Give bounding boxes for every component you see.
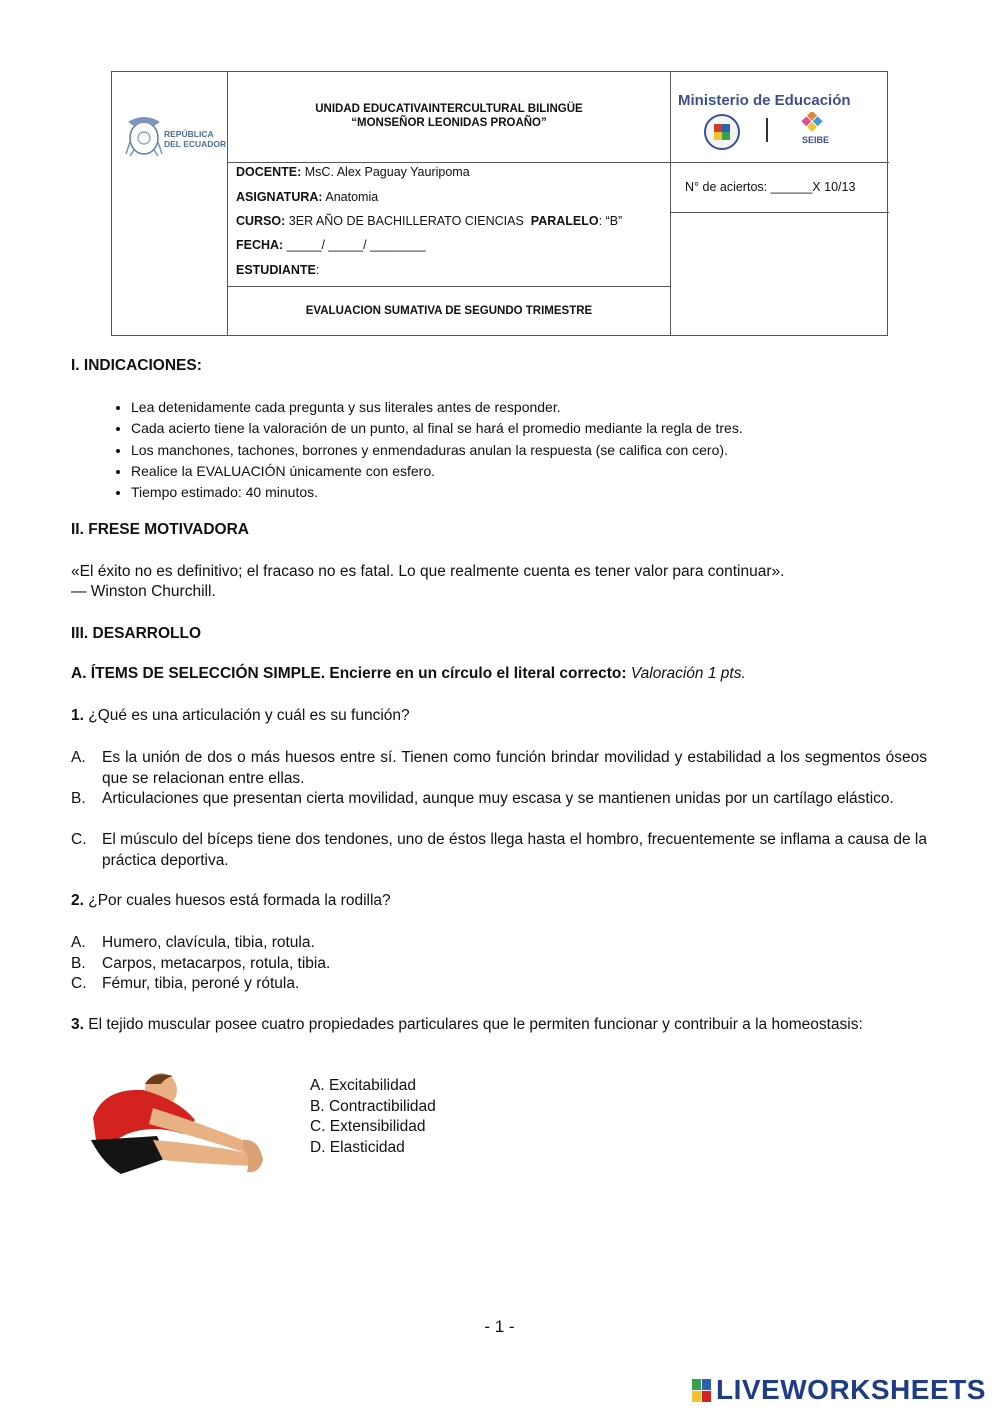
option-letter: A. xyxy=(71,749,86,766)
option-text: Fémur, tibia, peroné y rótula. xyxy=(102,975,300,992)
frase-quote: «El éxito no es definitivo; el fracaso no es fatal. Lo que realmente cuenta es tener valor para continuar». xyxy=(71,563,785,580)
option-text: El músculo del bíceps tiene dos tendones, uno de éstos llega hasta el hombro, frecuentemente se inflama a causa de la práctica deportiva. xyxy=(102,831,927,869)
asignatura-line xyxy=(236,190,378,204)
republic-line2: DEL ECUADOR xyxy=(164,139,227,149)
estudiante-label: ESTUDIANTE xyxy=(236,263,316,277)
option-text: Articulaciones que presentan cierta movilidad, aunque muy escasa y se mantienen unidas por un cartílago elástico. xyxy=(102,790,894,807)
asignatura-label: ASIGNATURA: xyxy=(236,190,323,204)
question-text: El tejido muscular posee cuatro propiedades particulares que le permiten funcionar y contribuir a la homeostasis: xyxy=(88,1016,863,1033)
q2-option-a[interactable] xyxy=(71,933,927,954)
curso-value: 3ER AÑO DE BACHILLERATO CIENCIAS xyxy=(288,214,524,228)
q1-option-c[interactable] xyxy=(71,830,927,871)
list-item: • Lea detenidamente cada pregunta y sus literales antes de responder. xyxy=(131,397,743,418)
curso-label: CURSO: xyxy=(236,214,286,228)
republic-line1: REPÚBLICA xyxy=(164,129,214,139)
indicaciones-title: I. INDICACIONES: xyxy=(71,357,202,374)
school-name xyxy=(228,102,670,130)
paralelo-label: PARALELO xyxy=(530,214,599,228)
paralelo-value: : “B” xyxy=(598,214,623,228)
eval-title: EVALUACION SUMATIVA DE SEGUNDO TRIMESTRE xyxy=(305,305,593,317)
list-item: • Tiempo estimado: 40 minutos. xyxy=(131,482,743,503)
aciertos-field: N° de aciertos: ______X 10/13 xyxy=(685,180,856,194)
q2-option-b[interactable] xyxy=(71,954,927,975)
estudiante-field[interactable]: : xyxy=(315,263,320,277)
q1-option-a[interactable] xyxy=(71,748,927,789)
docente-value: MsC. Alex Paguay Yauripoma xyxy=(304,165,470,179)
property-item[interactable]: C. Extensibilidad xyxy=(310,1118,426,1135)
option-letter: C. xyxy=(71,831,87,848)
q1-option-b[interactable] xyxy=(71,789,927,810)
option-letter: B. xyxy=(71,955,86,972)
option-text: Es la unión de dos o más huesos entre sí. Tienen como función brindar movilidad y estabilidad a los segmentos óseos que se relacionan entre ellas. xyxy=(102,749,927,787)
list-item: • Realice la EVALUACIÓN únicamente con esfero. xyxy=(131,461,743,482)
liveworksheets-brand[interactable]: LIVEWORKSHEETS xyxy=(716,1374,986,1405)
indicaciones-list xyxy=(71,397,743,503)
section-a-heading xyxy=(71,665,746,683)
frase-author: — Winston Churchill. xyxy=(71,583,216,600)
question-2 xyxy=(71,892,391,910)
question-text: ¿Qué es una articulación y cuál es su función? xyxy=(88,707,410,724)
ecuador-seal-icon xyxy=(124,112,164,158)
q3-properties xyxy=(310,1076,436,1158)
curso-line xyxy=(236,214,622,228)
question-number: 1. xyxy=(71,707,84,724)
liveworksheets-logo-icon xyxy=(692,1379,712,1403)
list-item: • Los manchones, tachones, borrones y enmendaduras anulan la respuesta (se califica con cero). xyxy=(131,440,743,461)
frase-title: II. FRESE MOTIVADORA xyxy=(71,521,249,538)
question-number: 3. xyxy=(71,1016,84,1033)
ministry-logos-icon xyxy=(704,112,834,152)
question-number: 2. xyxy=(71,892,84,909)
header-divider xyxy=(227,286,670,287)
section-a-instruction: A. ÍTEMS DE SELECCIÓN SIMPLE. Encierre en un círculo el literal correcto: xyxy=(71,665,627,682)
list-item: • Cada acierto tiene la valoración de un punto, al final se hará el promedio mediante la regla de tres. xyxy=(131,418,743,439)
option-text: Carpos, metacarpos, rotula, tibia. xyxy=(102,955,331,972)
property-item[interactable]: A. Excitabilidad xyxy=(310,1077,416,1094)
page-number: - 1 - xyxy=(484,1317,515,1336)
property-item[interactable]: D. Elasticidad xyxy=(310,1138,405,1156)
seibe-label: SEIBE xyxy=(802,135,830,145)
option-letter: C. xyxy=(71,975,87,992)
question-1 xyxy=(71,707,410,725)
stretching-person-illustration xyxy=(83,1068,265,1184)
fecha-field[interactable]: _____/ _____/ ________ xyxy=(286,238,426,252)
docente-line xyxy=(236,165,470,179)
question-3 xyxy=(71,1015,927,1036)
school-line1: UNIDAD EDUCATIVAINTERCULTURAL BILINGÜE xyxy=(315,103,583,115)
option-text: Humero, clavícula, tibia, rotula. xyxy=(102,934,315,951)
docente-label: DOCENTE: xyxy=(236,165,302,179)
property-item[interactable]: B. Contractibilidad xyxy=(310,1097,436,1115)
fecha-label: FECHA: xyxy=(236,238,284,252)
desarrollo-title: III. DESARROLLO xyxy=(71,625,202,642)
republic-label xyxy=(164,129,226,149)
fecha-line xyxy=(236,238,426,252)
section-a-valoracion: Valoración 1 pts. xyxy=(630,665,746,682)
q2-option-c[interactable] xyxy=(71,974,927,995)
header-divider xyxy=(670,72,671,335)
ministry-title: Ministerio de Educación xyxy=(678,92,851,109)
header-table xyxy=(111,71,888,336)
school-line2: “MONSEÑOR LEONIDAS PROAÑO” xyxy=(351,117,547,129)
question-text: ¿Por cuales huesos está formada la rodilla? xyxy=(88,892,391,909)
header-divider xyxy=(670,212,889,213)
asignatura-value: Anatomia xyxy=(325,190,379,204)
option-letter: A. xyxy=(71,934,86,951)
estudiante-line xyxy=(236,263,319,277)
header-divider xyxy=(227,162,889,163)
option-letter: B. xyxy=(71,790,86,807)
